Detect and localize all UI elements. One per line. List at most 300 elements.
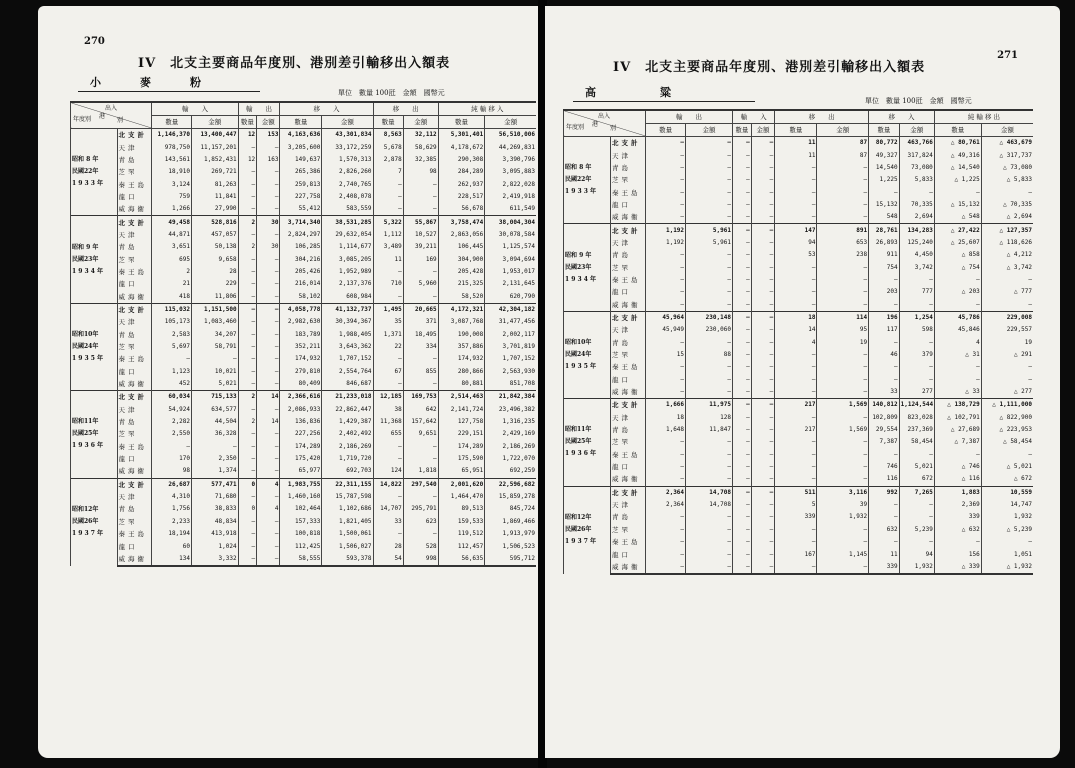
value-cell: — <box>817 298 869 311</box>
value-cell: △ 777 <box>981 286 1033 298</box>
quantity-column-header: 數量 <box>373 116 403 129</box>
value-cell: 237,369 <box>899 424 934 436</box>
value-cell: 1,707,152 <box>485 353 536 365</box>
column-group-4: 移 入 <box>869 110 935 124</box>
value-cell: △ 118,626 <box>981 237 1033 249</box>
value-cell: 452 <box>152 378 192 391</box>
value-cell: — <box>981 274 1033 286</box>
value-cell: 1,883 <box>934 486 981 499</box>
corner-port-label: 港 <box>99 113 106 120</box>
value-cell: 3,095,883 <box>485 166 536 178</box>
value-cell: 71,680 <box>192 491 239 503</box>
value-cell: 56,678 <box>438 203 485 216</box>
value-cell: 851,708 <box>485 378 536 391</box>
value-cell: — <box>238 290 257 303</box>
value-cell: 29,632,054 <box>322 229 373 241</box>
value-cell: 88 <box>686 349 733 361</box>
value-cell: 14,707 <box>373 503 403 515</box>
value-cell: 1,932 <box>899 561 934 574</box>
value-cell: — <box>373 178 403 190</box>
amount-column-header: 金額 <box>485 116 536 129</box>
value-cell: — <box>152 441 192 453</box>
page-title: IV 北支主要商品年度別、港別差引輸移出入額表 <box>138 56 451 71</box>
value-cell: — <box>238 553 257 566</box>
value-cell: — <box>817 536 869 548</box>
year-label: 昭和11年 民國25年 1 9 3 6 年 <box>564 399 611 486</box>
value-cell: 2,694 <box>899 211 934 224</box>
value-cell: 2,563,930 <box>485 366 536 378</box>
value-cell: 56,510,006 <box>485 129 536 142</box>
value-cell: — <box>686 386 733 399</box>
value-cell: 2,366,616 <box>280 391 322 404</box>
amount-column-header: 金額 <box>817 124 869 137</box>
value-cell: 1,569 <box>817 399 869 412</box>
value-cell: 1,707,152 <box>322 353 373 365</box>
port-name: 青島 <box>117 503 152 515</box>
value-cell: — <box>686 461 733 473</box>
value-cell: 583,559 <box>322 203 373 216</box>
value-cell: △ 746 <box>934 461 981 473</box>
value-cell: — <box>686 186 733 198</box>
port-name: 威海衞 <box>117 290 152 303</box>
port-name: 秦王島 <box>610 536 645 548</box>
value-cell: △ 25,607 <box>934 237 981 249</box>
value-cell: 2,369 <box>934 499 981 511</box>
value-cell: 695 <box>152 253 192 265</box>
value-cell: 11,368 <box>373 416 403 428</box>
value-cell: 134 <box>152 553 192 566</box>
value-cell: 28 <box>373 540 403 552</box>
value-cell: — <box>869 374 900 386</box>
value-cell: — <box>646 274 686 286</box>
value-cell: 5,697 <box>152 341 192 353</box>
value-cell: 2,282 <box>152 416 192 428</box>
column-group-5: 純 輸 移 入 <box>438 102 536 116</box>
value-cell: — <box>732 337 751 349</box>
value-cell: — <box>686 274 733 286</box>
year-label: 昭和 8 年 民國22年 1 9 3 3 年 <box>71 129 118 216</box>
value-cell: 1,024 <box>192 540 239 552</box>
value-cell: 15,132 <box>869 199 900 211</box>
value-cell: 175,420 <box>280 453 322 465</box>
port-name: 青島 <box>117 416 152 428</box>
value-cell: 38 <box>373 404 403 416</box>
value-cell: 265,386 <box>280 166 322 178</box>
value-cell: — <box>732 324 751 336</box>
amount-column-header: 金額 <box>981 124 1033 137</box>
value-cell: — <box>751 361 774 373</box>
value-cell: △ 102,791 <box>934 412 981 424</box>
value-cell: 2,740,765 <box>322 178 373 190</box>
trade-table <box>70 101 536 567</box>
port-name: 龍口 <box>117 278 152 290</box>
quantity-column-header: 數量 <box>869 124 900 137</box>
value-cell: 3,205,600 <box>280 141 322 153</box>
value-cell: 1,192 <box>646 224 686 237</box>
year-label: 昭和 9 年 民國23年 1 9 3 4 年 <box>71 216 118 303</box>
value-cell: 102,809 <box>869 412 900 424</box>
value-cell: — <box>732 548 751 560</box>
value-cell: 11 <box>775 137 817 150</box>
value-cell: — <box>751 249 774 261</box>
value-cell: 23,496,382 <box>485 404 536 416</box>
amount-column-header: 金額 <box>403 116 438 129</box>
value-cell: 60 <box>152 540 192 552</box>
value-cell: 14 <box>257 416 280 428</box>
value-cell: 634,577 <box>192 404 239 416</box>
value-cell: — <box>732 361 751 373</box>
value-cell: △ 73,080 <box>981 162 1033 174</box>
port-name: 秦王島 <box>610 361 645 373</box>
value-cell: 598 <box>899 324 934 336</box>
amount-column-header: 金額 <box>322 116 373 129</box>
value-cell: — <box>686 162 733 174</box>
value-cell: — <box>732 224 751 237</box>
year-label: 昭和 9 年 民國23年 1 9 3 4 年 <box>564 224 611 311</box>
port-name: 北支計 <box>610 224 645 237</box>
value-cell: 3,489 <box>373 241 403 253</box>
value-cell: 58,102 <box>280 290 322 303</box>
value-cell: 2,826,260 <box>322 166 373 178</box>
value-cell: — <box>403 353 438 365</box>
port-name: 青島 <box>610 511 645 523</box>
value-cell: 80,881 <box>438 378 485 391</box>
value-cell: 1,083,460 <box>192 316 239 328</box>
value-cell: — <box>257 453 280 465</box>
value-cell: 60,034 <box>152 391 192 404</box>
port-name: 青島 <box>610 162 645 174</box>
value-cell: — <box>646 473 686 486</box>
value-cell: 1,316,235 <box>485 416 536 428</box>
value-cell: 295,791 <box>403 503 438 515</box>
value-cell: — <box>646 337 686 349</box>
value-cell: — <box>152 353 192 365</box>
value-cell: — <box>732 298 751 311</box>
port-name: 秦王島 <box>117 441 152 453</box>
value-cell: 14,540 <box>869 162 900 174</box>
value-cell: — <box>899 511 934 523</box>
value-cell: — <box>403 203 438 216</box>
value-cell: 3,332 <box>192 553 239 566</box>
value-cell: 18 <box>646 412 686 424</box>
quantity-column-header: 數量 <box>238 116 257 129</box>
value-cell: 9,658 <box>192 253 239 265</box>
value-cell: — <box>373 491 403 503</box>
value-cell: 5,322 <box>373 216 403 229</box>
value-cell: 45,964 <box>646 311 686 324</box>
value-cell: — <box>192 353 239 365</box>
value-cell: — <box>257 428 280 440</box>
value-cell: — <box>751 399 774 412</box>
value-cell: 595,712 <box>485 553 536 566</box>
port-name: 龍口 <box>117 453 152 465</box>
value-cell: 1,666 <box>646 399 686 412</box>
value-cell: 279,810 <box>280 366 322 378</box>
value-cell: △ 822,900 <box>981 412 1033 424</box>
value-cell: — <box>686 199 733 211</box>
port-name: 威海衞 <box>610 561 645 574</box>
value-cell: 125,240 <box>899 237 934 249</box>
value-cell: 65,951 <box>438 465 485 478</box>
value-cell: — <box>775 436 817 448</box>
port-name: 芝罘 <box>117 166 152 178</box>
value-cell: — <box>646 162 686 174</box>
value-cell: 2,419,918 <box>485 191 536 203</box>
value-cell: — <box>732 412 751 424</box>
value-cell: — <box>817 473 869 486</box>
value-cell: — <box>732 349 751 361</box>
value-cell: — <box>373 266 403 278</box>
value-cell: — <box>817 412 869 424</box>
value-cell: 87 <box>817 149 869 161</box>
value-cell: — <box>238 303 257 316</box>
value-cell: — <box>732 461 751 473</box>
value-cell: 14 <box>257 391 280 404</box>
value-cell: — <box>775 473 817 486</box>
table-row <box>71 253 537 265</box>
value-cell: 28,761 <box>869 224 900 237</box>
table-row <box>71 341 537 353</box>
value-cell: — <box>373 528 403 540</box>
value-cell: 2,233 <box>152 516 192 528</box>
value-cell: 1,756 <box>152 503 192 515</box>
value-cell: — <box>403 378 438 391</box>
value-cell: 80,772 <box>869 137 900 150</box>
value-cell: △ 116 <box>934 473 981 486</box>
value-cell: 3,651 <box>152 241 192 253</box>
table-row <box>564 337 1034 349</box>
value-cell: — <box>646 137 686 150</box>
value-cell: 1,464,470 <box>438 491 485 503</box>
value-cell: — <box>238 540 257 552</box>
value-cell: — <box>751 473 774 486</box>
value-cell: 297,540 <box>403 478 438 491</box>
value-cell: △ 138,729 <box>934 399 981 412</box>
value-cell: 620,790 <box>485 290 536 303</box>
value-cell: — <box>899 298 934 311</box>
value-cell: 65,977 <box>280 465 322 478</box>
quantity-column-header: 數量 <box>646 124 686 137</box>
value-cell: 3,094,694 <box>485 253 536 265</box>
value-cell: 5,961 <box>686 237 733 249</box>
value-cell: 10,559 <box>981 486 1033 499</box>
table-row <box>71 191 537 203</box>
port-name: 龍口 <box>610 199 645 211</box>
value-cell: 1,051 <box>981 548 1033 560</box>
port-name: 威海衞 <box>610 473 645 486</box>
value-cell: 22,311,155 <box>322 478 373 491</box>
value-cell: — <box>403 191 438 203</box>
value-cell: 38,833 <box>192 503 239 515</box>
port-name: 北支計 <box>117 478 152 491</box>
value-cell: — <box>981 449 1033 461</box>
value-cell: △ 80,761 <box>934 137 981 150</box>
value-cell: — <box>238 266 257 278</box>
value-cell: 855 <box>403 366 438 378</box>
value-cell: 95 <box>817 324 869 336</box>
value-cell: 30,078,584 <box>485 229 536 241</box>
value-cell: 39 <box>817 499 869 511</box>
value-cell: — <box>775 199 817 211</box>
value-cell: — <box>646 386 686 399</box>
value-cell: 33 <box>869 386 900 399</box>
value-cell: 106,445 <box>438 241 485 253</box>
value-cell: — <box>732 561 751 574</box>
value-cell: 13,400,447 <box>192 129 239 142</box>
value-cell: 238 <box>817 249 869 261</box>
value-cell: — <box>238 178 257 190</box>
value-cell: — <box>934 449 981 461</box>
table-row <box>564 424 1034 436</box>
value-cell: — <box>899 449 934 461</box>
port-name: 天津 <box>117 404 152 416</box>
value-cell: 21,842,384 <box>485 391 536 404</box>
value-cell: 28 <box>192 266 239 278</box>
value-cell: 4,172,321 <box>438 303 485 316</box>
value-cell: 1,500,061 <box>322 528 373 540</box>
value-cell: 58,555 <box>280 553 322 566</box>
column-group-5: 純 輸 移 出 <box>934 110 1033 124</box>
value-cell: — <box>869 499 900 511</box>
value-cell: — <box>403 453 438 465</box>
value-cell: — <box>257 253 280 265</box>
amount-column-header: 金額 <box>192 116 239 129</box>
value-cell: — <box>646 298 686 311</box>
value-cell: 284,289 <box>438 166 485 178</box>
value-cell: 1,719,720 <box>322 453 373 465</box>
value-cell: — <box>257 166 280 178</box>
value-cell: 672 <box>899 473 934 486</box>
value-cell: — <box>238 465 257 478</box>
quantity-column-header: 數量 <box>732 124 751 137</box>
port-name: 芝罘 <box>610 436 645 448</box>
year-label: 昭和 8 年 民國22年 1 9 3 3 年 <box>564 137 611 224</box>
value-cell: — <box>257 203 280 216</box>
value-cell: 229,557 <box>981 324 1033 336</box>
value-cell: △ 339 <box>934 561 981 574</box>
column-group-3: 移 入 <box>280 102 373 116</box>
value-cell: — <box>646 211 686 224</box>
value-cell: 577,471 <box>192 478 239 491</box>
value-cell: — <box>751 311 774 324</box>
value-cell: — <box>403 266 438 278</box>
trade-table <box>563 109 1033 575</box>
table-row <box>71 303 537 316</box>
value-cell: — <box>732 424 751 436</box>
value-cell: △ 223,953 <box>981 424 1033 436</box>
value-cell: 12 <box>238 129 257 142</box>
year-label: 昭和12年 民國26年 1 9 3 7 年 <box>564 486 611 574</box>
column-group-2: 輸 出 <box>238 102 280 116</box>
value-cell: — <box>373 290 403 303</box>
port-name: 天津 <box>610 324 645 336</box>
value-cell: — <box>257 366 280 378</box>
value-cell: — <box>751 499 774 511</box>
table-row <box>71 441 537 453</box>
value-cell: 1,952,989 <box>322 266 373 278</box>
value-cell: — <box>732 436 751 448</box>
value-cell: — <box>981 298 1033 311</box>
value-cell: 105,173 <box>152 316 192 328</box>
value-cell: 2,141,724 <box>438 404 485 416</box>
port-name: 威海衞 <box>117 465 152 478</box>
value-cell: — <box>751 349 774 361</box>
table-row <box>564 149 1034 161</box>
value-cell: — <box>403 528 438 540</box>
value-cell: △ 1,111,000 <box>981 399 1033 412</box>
value-cell: 112,457 <box>438 540 485 552</box>
value-cell: 14,822 <box>373 478 403 491</box>
value-cell: 19 <box>817 337 869 349</box>
table-row <box>564 174 1034 186</box>
value-cell: 18 <box>775 311 817 324</box>
value-cell: — <box>751 137 774 150</box>
table-row <box>564 361 1034 373</box>
port-name: 龍口 <box>610 286 645 298</box>
table-row <box>564 461 1034 473</box>
value-cell: — <box>257 528 280 540</box>
value-cell: 655 <box>373 428 403 440</box>
value-cell: — <box>934 186 981 198</box>
value-cell: 58,629 <box>403 141 438 153</box>
value-cell: 1,254 <box>899 311 934 324</box>
value-cell: 1,818 <box>403 465 438 478</box>
value-cell: 205,426 <box>280 266 322 278</box>
value-cell: 49,327 <box>869 149 900 161</box>
value-cell: 102,464 <box>280 503 322 515</box>
value-cell: — <box>257 290 280 303</box>
value-cell: — <box>732 149 751 161</box>
port-name: 天津 <box>610 149 645 161</box>
value-cell: △ 5,833 <box>981 174 1033 186</box>
value-cell: — <box>751 524 774 536</box>
value-cell: 30,394,367 <box>322 316 373 328</box>
port-name: 芝罘 <box>117 341 152 353</box>
value-cell: — <box>732 473 751 486</box>
value-cell: 1,374 <box>192 465 239 478</box>
value-cell: — <box>899 536 934 548</box>
value-cell: 157,333 <box>280 516 322 528</box>
value-cell: — <box>238 441 257 453</box>
value-cell: — <box>646 524 686 536</box>
value-cell: 1,125,574 <box>485 241 536 253</box>
value-cell: — <box>817 174 869 186</box>
value-cell: 216,014 <box>280 278 322 290</box>
value-cell: 31,477,456 <box>485 316 536 328</box>
value-cell: — <box>751 536 774 548</box>
value-cell: 14,708 <box>686 486 733 499</box>
amount-column-header: 金額 <box>751 124 774 137</box>
value-cell: — <box>238 453 257 465</box>
value-cell: — <box>686 174 733 186</box>
value-cell: 58,520 <box>438 290 485 303</box>
value-cell: 22,596,682 <box>485 478 536 491</box>
value-cell: 136,836 <box>280 416 322 428</box>
value-cell: 147 <box>775 224 817 237</box>
value-cell: 2,001,620 <box>438 478 485 491</box>
value-cell: 56,635 <box>438 553 485 566</box>
value-cell: 153 <box>257 129 280 142</box>
port-name: 天津 <box>117 316 152 328</box>
table-row <box>71 329 537 341</box>
value-cell: 978,750 <box>152 141 192 153</box>
table-row <box>71 229 537 241</box>
value-cell: 18,194 <box>152 528 192 540</box>
table-body <box>564 137 1034 575</box>
port-name: 威海衞 <box>117 203 152 216</box>
value-cell: — <box>751 561 774 574</box>
value-cell: △ 5,239 <box>981 524 1033 536</box>
